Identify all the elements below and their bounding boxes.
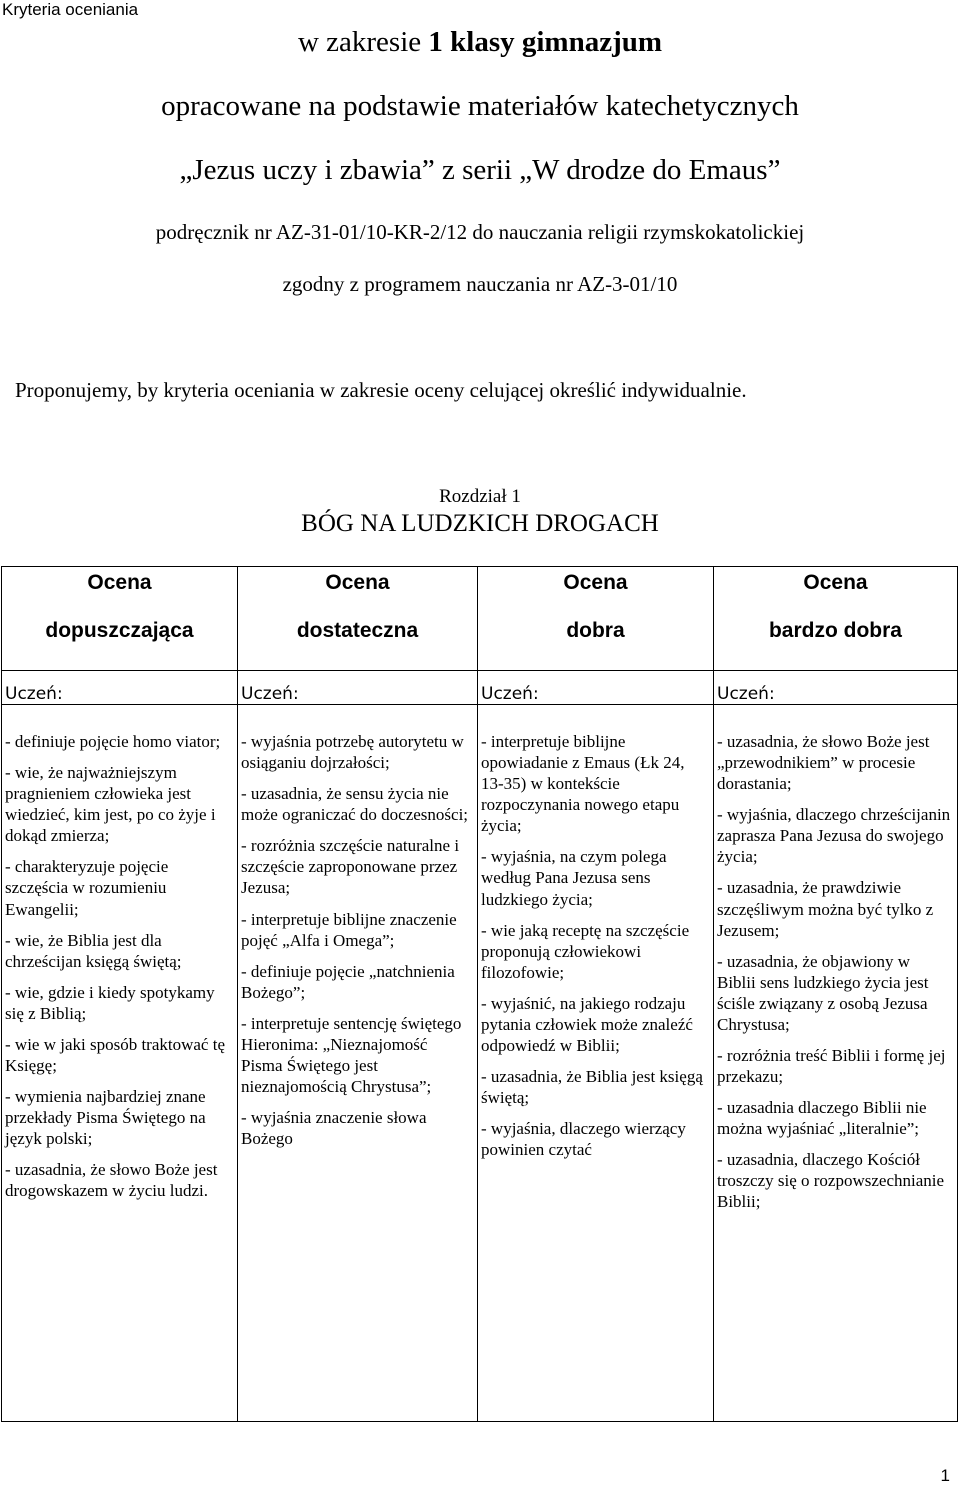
title-bold: 1 klasy gimnazjum [428, 26, 663, 58]
student-row [2, 671, 958, 705]
criterion-item: - uzasadnia dlaczego Biblii nie można wyjaśniać „literalnie”; [717, 1098, 927, 1139]
student-label-cell [2, 671, 238, 705]
criterion-item: - wyjaśnia, dlaczego wierzący powinien czytać [481, 1119, 686, 1160]
student-label: Uczeń: [481, 684, 539, 704]
criteria-list [238, 705, 477, 1149]
criteria-cell-dobra [478, 705, 714, 1422]
criterion-item: - uzasadnia, dlaczego Kościół troszczy się o rozpowszechnianie Biblii; [717, 1150, 945, 1212]
running-header: Kryteria oceniania [2, 0, 139, 19]
criterion-item: - definiuje pojęcie homo viator; [5, 732, 221, 751]
student-label: Uczeń: [717, 684, 775, 704]
criterion-item: - wymienia najbardziej znane przekłady Pisma Świętego na język polski; [5, 1087, 206, 1149]
intro-paragraph: Proponujemy, by kryteria oceniania w zakresie oceny celującej określić indywidualnie. [15, 378, 747, 402]
grade-header-row [2, 567, 958, 671]
criteria-cell-bardzo-dobra [714, 705, 958, 1422]
criterion-item: - wyjaśnia potrzebę autorytetu w osiąganiu dojrzałości; [241, 732, 464, 773]
criterion-item: - interpretuje biblijne opowiadanie z Emaus (Łk 24, 13-35) w kontekście rozpoczynania nowego etapu życia; [481, 732, 685, 836]
grade-header-dostateczna [238, 567, 478, 671]
criterion-item: - wie jaką receptę na szczęście proponują człowiekowi filozofowie; [481, 920, 690, 982]
student-label-cell [478, 671, 714, 705]
criterion-item: - wyjaśnić, na jakiego rodzaju pytania człowiek może znaleźć odpowiedź w Biblii; [481, 993, 693, 1056]
criterion-item: - rozróżnia szczęście naturalne i szczęście zaproponowane przez Jezusa; [241, 836, 460, 898]
criteria-list [2, 705, 237, 1201]
criterion-item: - uzasadnia, że słowo Boże jest drogowskazem w życiu ludzi. [5, 1160, 218, 1201]
criterion-item: - wie, że najważniejszym pragnieniem człowieka jest wiedzieć, kim jest, po co żyje i dokąd zmierza; [5, 763, 216, 846]
grade-name: dopuszczająca [45, 619, 194, 642]
student-label: Uczeń: [241, 684, 299, 704]
grade-header-dobra [478, 567, 714, 671]
title-prefix: w zakresie [297, 26, 429, 58]
program-line: zgodny z programem nauczania nr AZ-3-01/10 [282, 272, 678, 296]
document-title [0, 26, 960, 59]
page-number: 1 [940, 1466, 950, 1485]
student-label-cell [714, 671, 958, 705]
student-label-cell [238, 671, 478, 705]
criterion-item: - uzasadnia, że prawdziwie szczęśliwym można być tylko z Jezusem; [717, 878, 934, 940]
criterion-item: - wie, gdzie i kiedy spotykamy się z Biblią; [5, 982, 215, 1023]
criterion-item: - wyjaśnia znaczenie słowa Bożego [241, 1108, 427, 1149]
criterion-item: - uzasadnia, że Biblia jest księgą świętą; [481, 1067, 703, 1108]
grade-label: Ocena [803, 571, 868, 594]
criterion-item: - uzasadnia, że objawiony w Biblii sens ludzkiego życia jest ściśle związany z osobą Jezusa Chrystusa; [717, 951, 929, 1034]
grade-label: Ocena [325, 571, 390, 594]
criterion-item: - rozróżnia treść Biblii i formę jej przekazu; [717, 1046, 946, 1087]
textbook-line: podręcznik nr AZ-31-01/10-KR-2/12 do nauczania religii rzymskokatolickiej [155, 220, 805, 244]
criterion-item: - uzasadnia, że słowo Boże jest „przewodnikiem” w procesie dorastania; [717, 732, 930, 794]
criterion-item: - interpretuje sentencję świętego Hieronima: „Nieznajomość Pisma Świętego jest nieznajomością Chrystusa”; [241, 1013, 462, 1097]
criterion-item: - uzasadnia, że sensu życia nie może ograniczać do doczesności; [241, 784, 469, 825]
grading-table [1, 566, 958, 1422]
criterion-item: - wyjaśnia, na czym polega według Pana Jezusa sens ludzkiego życia; [481, 847, 667, 909]
chapter-label: Rozdział 1 [439, 486, 521, 507]
subtitle-line: opracowane na podstawie materiałów katechetycznych [161, 90, 799, 122]
criteria-list [478, 705, 713, 1160]
series-line: „Jezus uczy i zbawia” z serii „W drodze do Emaus” [179, 154, 781, 186]
grade-name: dobra [566, 619, 625, 642]
grade-header-dopuszczajaca [2, 567, 238, 671]
chapter-title: BÓG NA LUDZKICH DROGACH [301, 510, 659, 537]
criterion-item: - definiuje pojęcie „natchnienia Bożego”; [241, 961, 455, 1002]
grade-name: dostateczna [296, 619, 419, 642]
grade-header-bardzo-dobra [714, 567, 958, 671]
criterion-item: - wie, że Biblia jest dla chrześcijan księgą świętą; [5, 930, 182, 971]
grade-label: Ocena [87, 571, 152, 594]
student-label: Uczeń: [5, 684, 63, 704]
criterion-item: - charakteryzuje pojęcie szczęścia w rozumieniu Ewangelii; [5, 857, 169, 919]
criterion-item: - interpretuje biblijne znaczenie pojęć „Alfa i Omega”; [241, 909, 457, 950]
criteria-cell-dostateczna [238, 705, 478, 1422]
criteria-row [2, 705, 958, 1422]
criterion-item: - wie w jaki sposób traktować tę Księgę; [5, 1034, 225, 1076]
criteria-cell-dopuszczajaca [2, 705, 238, 1422]
criterion-item: - wyjaśnia, dlaczego chrześcijanin zaprasza Pana Jezusa do swojego życia; [717, 805, 951, 867]
grade-name: bardzo dobra [768, 619, 902, 642]
criteria-list [714, 705, 957, 1213]
grade-label: Ocena [563, 571, 628, 594]
